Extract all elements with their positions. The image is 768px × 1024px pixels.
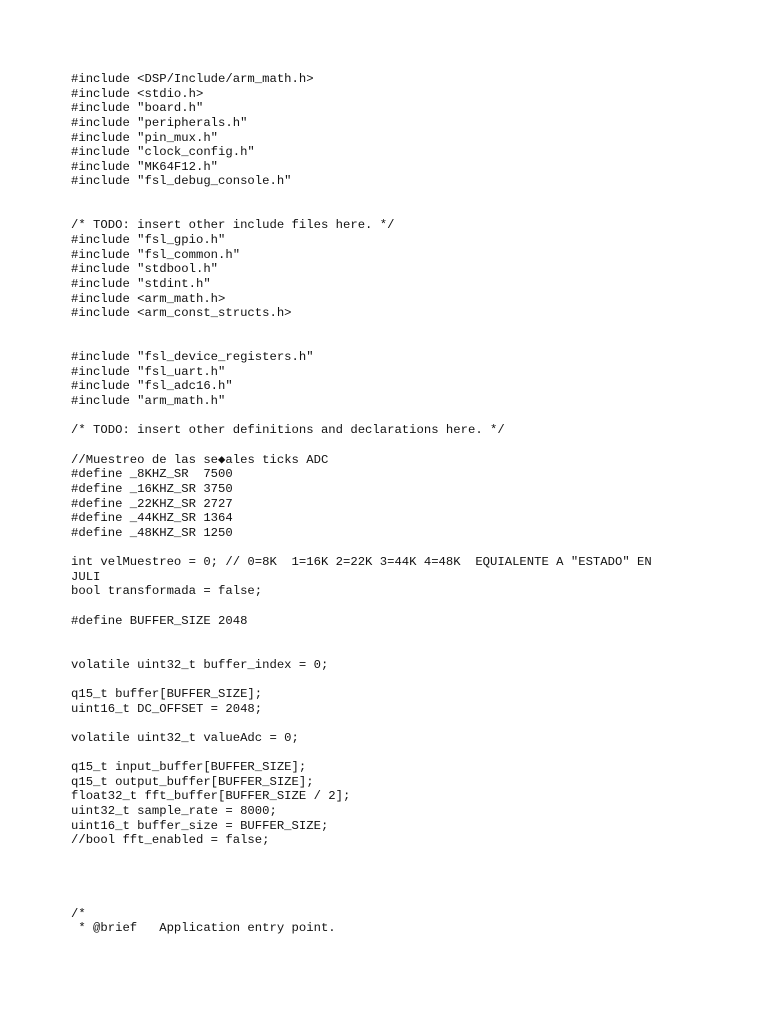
code-line: /* TODO: insert other definitions and declarations here. */ bbox=[71, 423, 505, 438]
code-line bbox=[71, 643, 731, 658]
code-line: #include "peripherals.h" bbox=[71, 115, 248, 130]
code-line bbox=[71, 321, 731, 336]
code-line: float32_t fft_buffer[BUFFER_SIZE / 2]; bbox=[71, 789, 351, 804]
code-line: #include <stdio.h> bbox=[71, 86, 204, 101]
code-line: #define _22KHZ_SR 2727 bbox=[71, 496, 233, 511]
code-line bbox=[71, 204, 731, 219]
code-line: volatile uint32_t valueAdc = 0; bbox=[71, 730, 299, 745]
code-line: #include "fsl_common.h" bbox=[71, 247, 241, 262]
code-line bbox=[71, 892, 731, 907]
code-line: volatile uint32_t buffer_index = 0; bbox=[71, 657, 329, 672]
code-line: int velMuestreo = 0; // 0=8K 1=16K 2=22K 3=44K 4=48K EQUIALENTE A "ESTADO" EN bbox=[71, 555, 652, 570]
code-line: * @brief Application entry point. bbox=[71, 921, 336, 936]
code-line bbox=[71, 716, 731, 731]
code-line: q15_t buffer[BUFFER_SIZE]; bbox=[71, 686, 263, 701]
code-line: #include <arm_math.h> bbox=[71, 291, 226, 306]
code-line bbox=[71, 745, 731, 760]
code-line: #define _44KHZ_SR 1364 bbox=[71, 511, 233, 526]
code-line bbox=[71, 877, 731, 892]
code-line: #define BUFFER_SIZE 2048 bbox=[71, 613, 248, 628]
code-line: #include "fsl_uart.h" bbox=[71, 364, 226, 379]
code-line bbox=[71, 672, 731, 687]
code-line: #include "stdint.h" bbox=[71, 276, 211, 291]
code-line: #include "fsl_device_registers.h" bbox=[71, 350, 314, 365]
code-line bbox=[71, 848, 731, 863]
code-line bbox=[71, 628, 731, 643]
code-line: #define _16KHZ_SR 3750 bbox=[71, 481, 233, 496]
code-line: #include <DSP/Include/arm_math.h> bbox=[71, 72, 314, 86]
code-line: JULI bbox=[71, 569, 101, 584]
source-code-block bbox=[71, 72, 731, 936]
code-line: #include "clock_config.h" bbox=[71, 145, 255, 160]
code-line: //Muestreo de las se◆ales ticks ADC bbox=[71, 452, 329, 467]
code-line bbox=[71, 189, 731, 204]
code-line: #include "pin_mux.h" bbox=[71, 130, 219, 145]
code-line: #include "fsl_gpio.h" bbox=[71, 233, 226, 248]
code-line bbox=[71, 336, 731, 351]
code-line: #define _8KHZ_SR 7500 bbox=[71, 467, 233, 482]
code-line: #include "fsl_debug_console.h" bbox=[71, 174, 292, 189]
code-line: #include "MK64F12.h" bbox=[71, 159, 219, 174]
code-line: q15_t input_buffer[BUFFER_SIZE]; bbox=[71, 760, 307, 775]
code-line: bool transformada = false; bbox=[71, 584, 263, 599]
code-line: #define _48KHZ_SR 1250 bbox=[71, 525, 233, 540]
code-line: #include "board.h" bbox=[71, 101, 204, 116]
code-line: /* bbox=[71, 906, 86, 921]
code-line: #include "arm_math.h" bbox=[71, 394, 226, 409]
code-line: //bool fft_enabled = false; bbox=[71, 833, 270, 848]
code-line: uint16_t DC_OFFSET = 2048; bbox=[71, 701, 263, 716]
code-line: q15_t output_buffer[BUFFER_SIZE]; bbox=[71, 774, 314, 789]
code-line bbox=[71, 863, 731, 878]
code-line bbox=[71, 409, 731, 424]
code-line: /* TODO: insert other include files here. */ bbox=[71, 218, 395, 233]
code-line: #include "stdbool.h" bbox=[71, 262, 219, 277]
code-line: #include "fsl_adc16.h" bbox=[71, 379, 233, 394]
code-line bbox=[71, 599, 731, 614]
code-line: #include <arm_const_structs.h> bbox=[71, 306, 292, 321]
code-line: uint16_t buffer_size = BUFFER_SIZE; bbox=[71, 818, 329, 833]
code-line bbox=[71, 438, 731, 453]
code-line bbox=[71, 541, 731, 556]
code-line: uint32_t sample_rate = 8000; bbox=[71, 804, 277, 819]
